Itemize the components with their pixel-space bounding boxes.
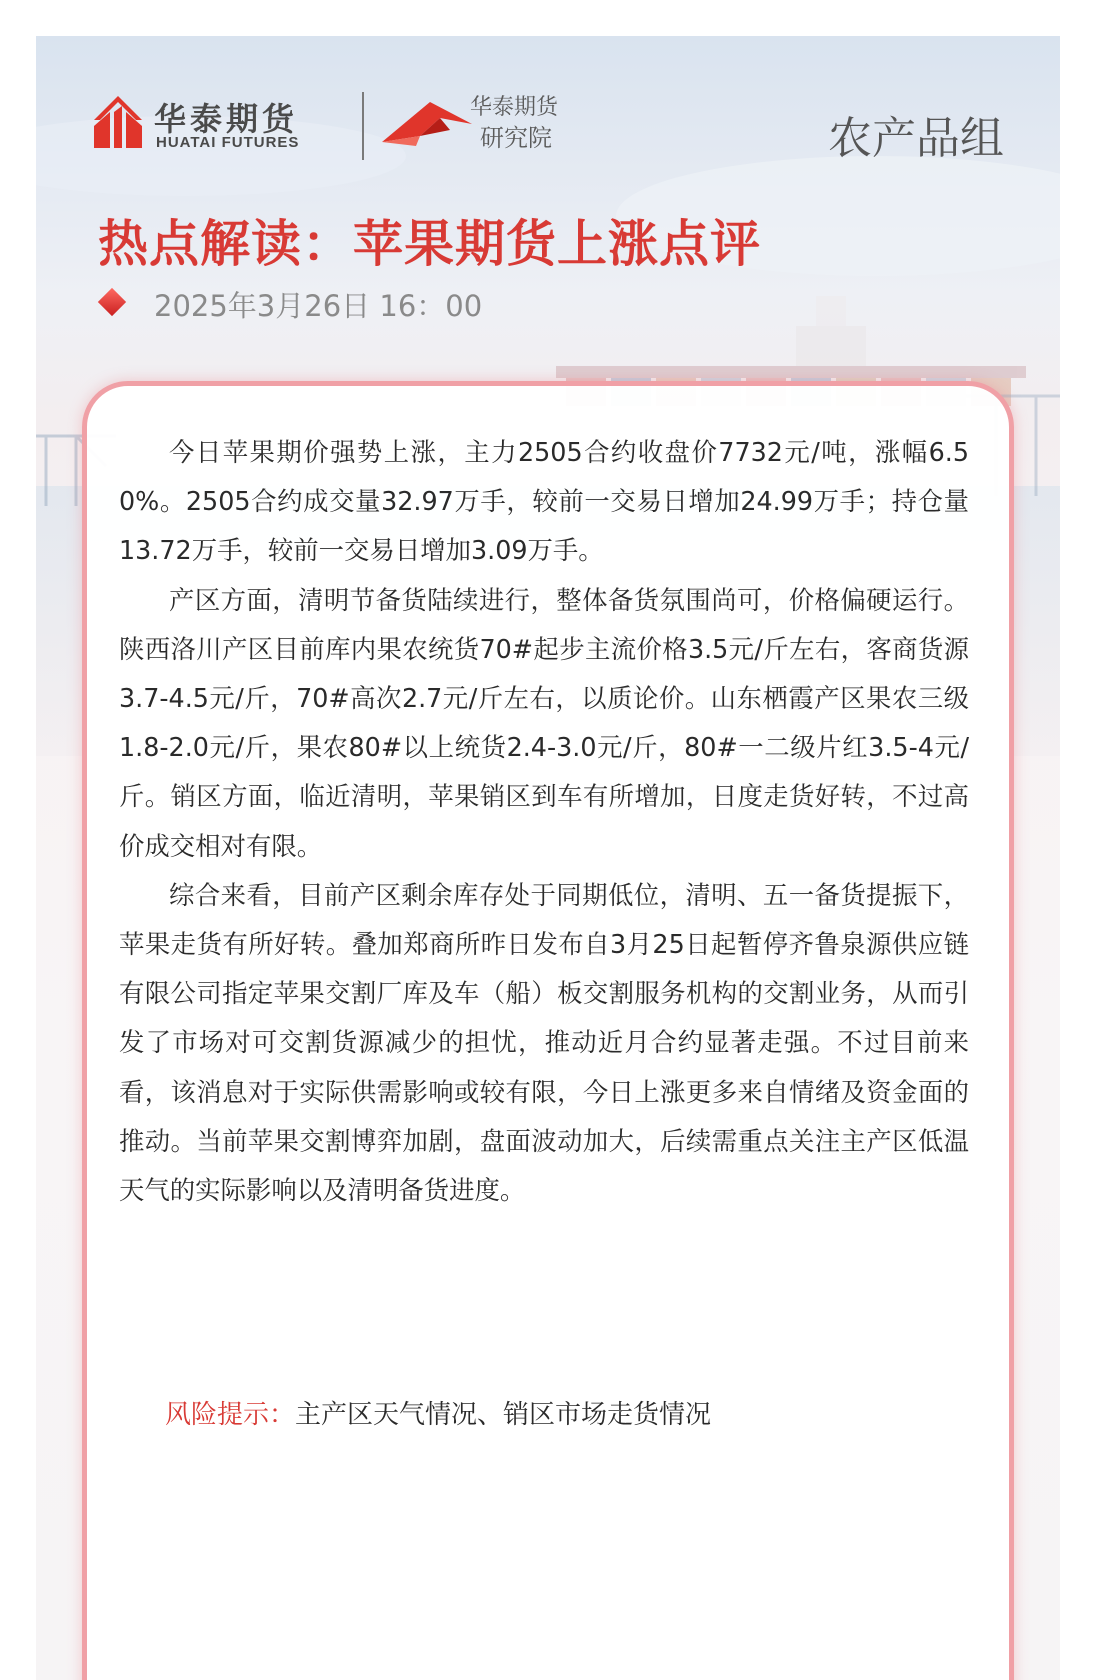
- article-title: 热点解读：苹果期货上涨点评: [98, 215, 761, 273]
- logo-divider: [362, 92, 364, 160]
- risk-note: [165, 1394, 711, 1431]
- paragraph-market-summary: 今日苹果期价强势上涨，主力2505合约收盘价7732元/吨，涨幅6.50%。2505合约成交量32.97万手，较前一交易日增加24.99万手；持仓量13.72万手，较前一交易日增加3.09万手。: [119, 437, 969, 566]
- diamond-icon: [98, 288, 126, 316]
- poster-frame: [36, 36, 1060, 1680]
- institute-name-line1: 华泰期货: [470, 95, 559, 120]
- brand-header: [90, 92, 559, 202]
- article-body: [119, 428, 969, 1215]
- date-row: [98, 284, 698, 324]
- group-label: 农产品组: [828, 113, 1004, 164]
- risk-label: 风险提示：: [165, 1400, 296, 1430]
- institute-logo-icon: [380, 100, 472, 150]
- paragraph-producing-area: 产区方面，清明节备货陆续进行，整体备货氛围尚可，价格偏硬运行。陕西洛川产区目前库内果农统货70#起步主流价格3.5元/斤左右，客商货源3.7-4.5元/斤，70#高次2.7元/斤左右，以质论价。山东栖霞产区果农三级1.8-2.0元/斤，果农80#以上统货2.4-3.0元/斤，80#一二级片红3.5-4元/斤。销区方面，临近清明，苹果销区到车有所增加，日度走货好转，不过高价成交相对有限。: [119, 584, 969, 861]
- brand-name-cn: 华泰期货: [154, 100, 299, 138]
- brand-name-en: HUATAI FUTURES: [156, 134, 300, 151]
- institute-name-line2: 研究院: [480, 124, 552, 152]
- huatai-logo-icon: [90, 92, 146, 150]
- paragraph-overall-view: 综合来看，目前产区剩余库存处于同期低位，清明、五一备货提振下，苹果走货有所好转。叠加郑商所昨日发布自3月25日起暂停齐鲁泉源供应链有限公司指定苹果交割厂库及车（船）板交割服务机构的交割业务，从而引发了市场对可交割货源减少的担忧，推动近月合约显著走强。不过目前来看，该消息对于实际供需影响或较有限，今日上涨更多来自情绪及资金面的推动。当前苹果交割博弈加剧，盘面波动加大，后续需重点关注主产区低温天气的实际影响以及清明备货进度。: [119, 879, 969, 1206]
- content-card: [82, 381, 1014, 1680]
- risk-text: 主产区天气情况、销区市场走货情况: [295, 1400, 712, 1430]
- publish-date: 2025年3月26日 16：00: [154, 289, 483, 323]
